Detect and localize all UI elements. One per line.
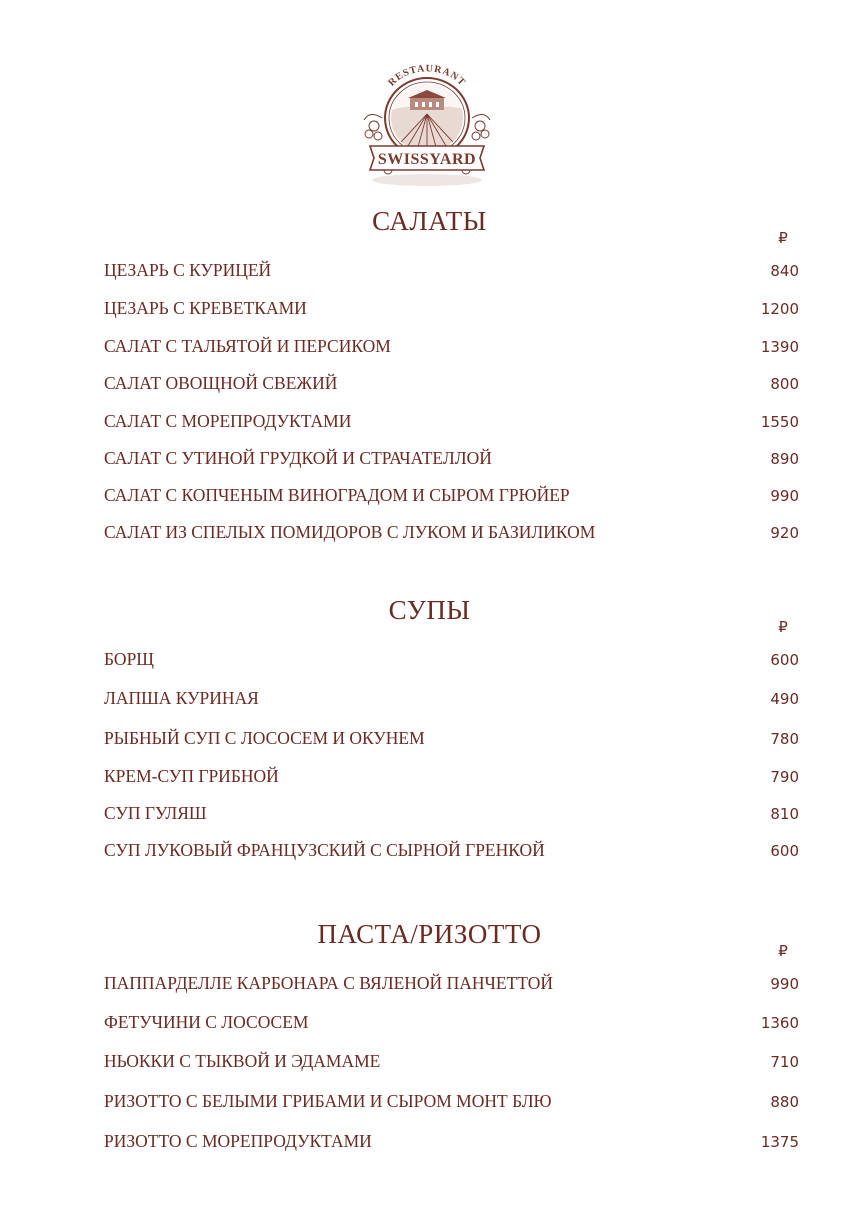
item-name: РИЗОТТО С МОРЕПРОДУКТАМИ (104, 1131, 372, 1151)
menu-item (104, 1131, 799, 1151)
logo-emblem-icon (352, 58, 502, 188)
item-price: 990 (770, 487, 799, 505)
item-name: САЛАТ С ТАЛЬЯТОЙ И ПЕРСИКОМ (104, 336, 391, 356)
menu-item (104, 1051, 799, 1071)
item-price: 990 (770, 975, 799, 993)
currency-symbol: ₽ (778, 942, 788, 960)
item-price: 920 (770, 524, 799, 542)
menu-item (104, 1012, 799, 1032)
item-name: ЦЕЗАРЬ С КУРИЦЕЙ (104, 260, 272, 280)
item-price: 880 (770, 1093, 799, 1111)
item-price: 840 (770, 262, 799, 280)
item-name: СУП ЛУКОВЫЙ ФРАНЦУЗСКИЙ С СЫРНОЙ ГРЕНКОЙ (104, 840, 545, 860)
menu-item (104, 448, 799, 468)
item-name: РИЗОТТО С БЕЛЫМИ ГРИБАМИ И СЫРОМ МОНТ БЛЮ (104, 1091, 552, 1111)
menu-item (104, 411, 799, 431)
item-price: 1390 (760, 338, 799, 356)
item-price: 1375 (760, 1133, 799, 1151)
item-price: 1200 (760, 300, 799, 318)
menu-item (104, 973, 799, 993)
item-name: ЛАПША КУРИНАЯ (104, 688, 259, 708)
item-price: 490 (770, 690, 799, 708)
menu-item (104, 260, 799, 280)
menu-item (104, 649, 799, 669)
item-name: САЛАТ С УТИНОЙ ГРУДКОЙ И СТРАЧАТЕЛЛОЙ (104, 448, 492, 468)
item-name: ЦЕЗАРЬ С КРЕВЕТКАМИ (104, 298, 307, 318)
item-name: САЛАТ С МОРЕПРОДУКТАМИ (104, 411, 352, 431)
item-name: БОРЩ (104, 649, 154, 669)
item-name: САЛАТ ИЗ СПЕЛЫХ ПОМИДОРОВ С ЛУКОМ И БАЗИЛИКОМ (104, 522, 596, 542)
menu-item (104, 766, 799, 786)
svg-text:RESTAURANT: RESTAURANT (386, 63, 468, 89)
menu-item (104, 803, 799, 823)
menu-item (104, 485, 799, 505)
menu-item (104, 298, 799, 318)
restaurant-logo (352, 58, 502, 188)
item-name: САЛАТ С КОПЧЕНЫМ ВИНОГРАДОМ И СЫРОМ ГРЮЙЕР (104, 485, 570, 505)
item-price: 800 (770, 375, 799, 393)
item-name: ПАППАРДЕЛЛЕ КАРБОНАРА С ВЯЛЕНОЙ ПАНЧЕТТОЙ (104, 973, 553, 993)
currency-symbol: ₽ (778, 618, 788, 636)
item-price: 780 (770, 730, 799, 748)
menu-item (104, 688, 799, 708)
item-price: 600 (770, 842, 799, 860)
item-name: РЫБНЫЙ СУП С ЛОСОСЕМ И ОКУНЕМ (104, 728, 425, 748)
item-price: 790 (770, 768, 799, 786)
item-name: КРЕМ-СУП ГРИБНОЙ (104, 766, 279, 786)
menu-item (104, 336, 799, 356)
currency-symbol: ₽ (778, 229, 788, 247)
item-price: 600 (770, 651, 799, 669)
menu-item (104, 522, 799, 542)
section-title: САЛАТЫ (372, 206, 487, 236)
section-title: ПАСТА/РИЗОТТО (317, 919, 542, 949)
menu-item (104, 1091, 799, 1111)
item-price: 810 (770, 805, 799, 823)
item-name: ФЕТУЧИНИ С ЛОСОСЕМ (104, 1012, 309, 1032)
menu-item (104, 373, 799, 393)
item-name: САЛАТ ОВОЩНОЙ СВЕЖИЙ (104, 373, 338, 393)
item-price: 710 (770, 1053, 799, 1071)
item-price: 1550 (760, 413, 799, 431)
item-price: 890 (770, 450, 799, 468)
item-name: НЬОККИ С ТЫКВОЙ И ЭДАМАМЕ (104, 1051, 381, 1071)
item-name: СУП ГУЛЯШ (104, 803, 207, 823)
menu-item (104, 840, 799, 860)
section-title: СУПЫ (388, 595, 471, 625)
svg-text:SWISSYARD: SWISSYARD (377, 151, 477, 168)
menu-item (104, 728, 799, 748)
item-price: 1360 (760, 1014, 799, 1032)
